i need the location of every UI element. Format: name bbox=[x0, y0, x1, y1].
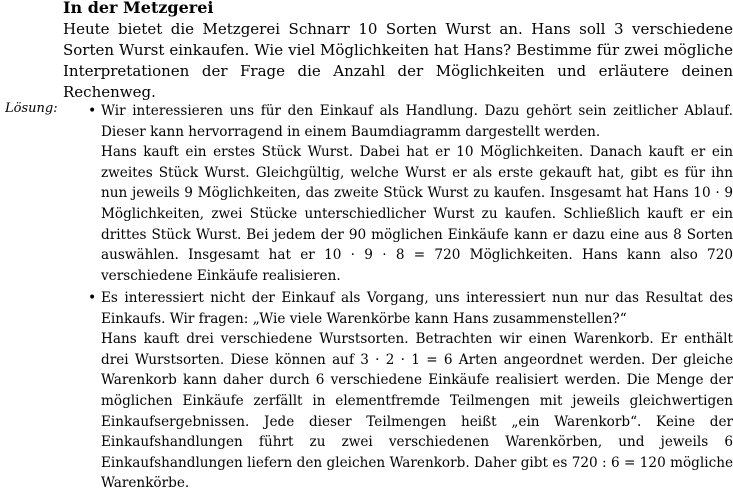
bullet-1: • bbox=[88, 103, 97, 119]
solution-item-2 bbox=[101, 288, 733, 494]
solution-item-1-body: Hans kauft ein erstes Stück Wurst. Dabei hat er 10 Möglichkeiten. Danach kauft er ein zweites Stück Wurst. Gleichgültig, welche Wurst er als erste gekauft hat, gibt es für ihn nun jeweils 9 Möglichkeiten, das zweite Stück Wurst zu kaufen. Insgesamt hat Hans 10 · 9 Möglichkeiten, zwei Stücke unterschiedlicher Wurst zu kaufen. Schließlich kauft er ein drittes Stück Wurst. Bei jedem der 90 möglichen Einkäufe kann er dazu eine aus 8 Sorten auswählen. Insgesamt hat er 10 · 9 · 8 = 720 Möglichkeiten. Hans kann also 720 verschiedene Einkäufe realisieren. bbox=[101, 144, 733, 284]
bullet-2: • bbox=[88, 290, 97, 306]
solution-item-1-intro: Wir interessieren uns für den Einkauf als Handlung. Dazu gehört sein zeitlicher Ablauf. Dieser kann hervorragend in einem Baumdiagramm dargestellt werden. bbox=[101, 103, 733, 140]
solution-item-2-body: Hans kauft drei verschiedene Wurstsorten. Betrachten wir einen Warenkorb. Er enthält drei Wurstsorten. Diese können auf 3 · 2 · 1 = 6 Arten angeordnet werden. Der gleiche Warenkorb kann daher durch 6 verschiedene Einkäufe realisiert werden. Die Menge der möglichen Einkäufe zerfällt in elementfremde Teilmengen mit jeweils gleichwertigen Einkaufsergebnissen. Jede dieser Teilmengen heißt „ein Warenkorb“. Keine der Einkaufshandlungen führt zu zwei verschiedenen Warenkörben, und jeweils 6 Einkaufshandlungen liefern den gleichen Warenkorb. Daher gibt es 720 : 6 = 120 mögliche Warenkörbe. bbox=[101, 331, 733, 492]
solution-label: Lösung: bbox=[5, 101, 58, 116]
solution-item-1 bbox=[101, 101, 733, 286]
task-statement: Heute bietet die Metzgerei Schnarr 10 Sorten Wurst an. Hans soll 3 verschiedene Sorten Wurst einkaufen. Wie viel Möglichkeiten hat Hans? Bestimme für zwei mögliche Interpretationen der Frage die Anzahl der Möglichkeiten und erläutere deinen Rechenweg. bbox=[63, 20, 733, 101]
exercise-title: In der Metzgerei bbox=[63, 0, 214, 17]
solution-item-2-intro: Es interessiert nicht der Einkauf als Vorgang, uns interessiert nun nur das Resultat des Einkaufs. Wir fragen: „Wie viele Warenkörbe kann Hans zusammenstellen?“ bbox=[101, 290, 733, 327]
